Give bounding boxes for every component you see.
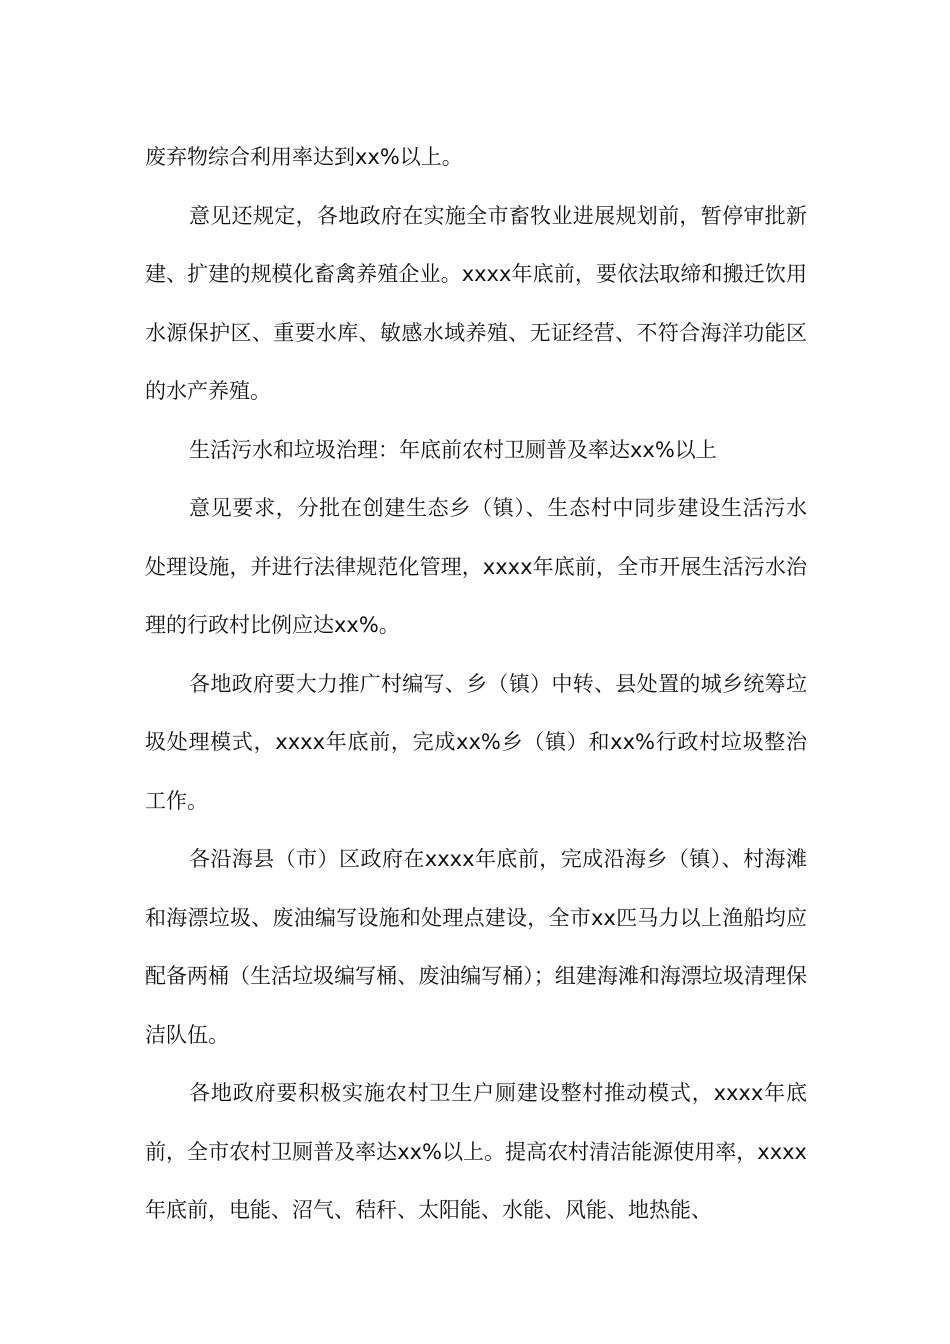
paragraph-6: 各地政府要积极实施农村卫生户厕建设整村推动模式，xxxx年底前，全市农村卫厕普及率达xx%以上。提高农村清洁能源使用率，xxxx年底前，电能、沼气、秸秆、太阳能、水能、风能、地热能、 [145, 1081, 807, 1222]
paragraph-4: 各地政府要大力推广村编写、乡（镇）中转、县处置的城乡统筹垃圾处理模式，xxxx年底前，完成xx%乡（镇）和xx%行政村垃圾整治工作。 [145, 671, 807, 813]
paragraph-5: 各沿海县（市）区政府在xxxx年底前，完成沿海乡（镇）、村海滩和海漂垃圾、废油编写设施和处理点建设，全市xx匹马力以上渔船均应配备两桶（生活垃圾编写桶、废油编写桶）；组建海滩和海漂垃圾清理保洁队伍。 [145, 847, 807, 1047]
section-heading: 生活污水和垃圾治理：年底前农村卫厕普及率达xx%以上 [189, 437, 717, 462]
document-body [145, 128, 807, 1240]
paragraph-2: 意见还规定，各地政府在实施全市畜牧业进展规划前，暂停审批新建、扩建的规模化畜禽养殖企业。xxxx年底前，要依法取缔和搬迁饮用水源保护区、重要水库、敏感水域养殖、无证经营、不符合海洋功能区的水产养殖。 [145, 203, 807, 403]
paragraph-3: 意见要求，分批在创建生态乡（镇）、生态村中同步建设生活污水处理设施，并进行法律规范化管理，xxxx年底前，全市开展生活污水治理的行政村比例应达xx%。 [145, 496, 807, 637]
paragraph-1: 废弃物综合利用率达到xx%以上。 [145, 145, 463, 169]
